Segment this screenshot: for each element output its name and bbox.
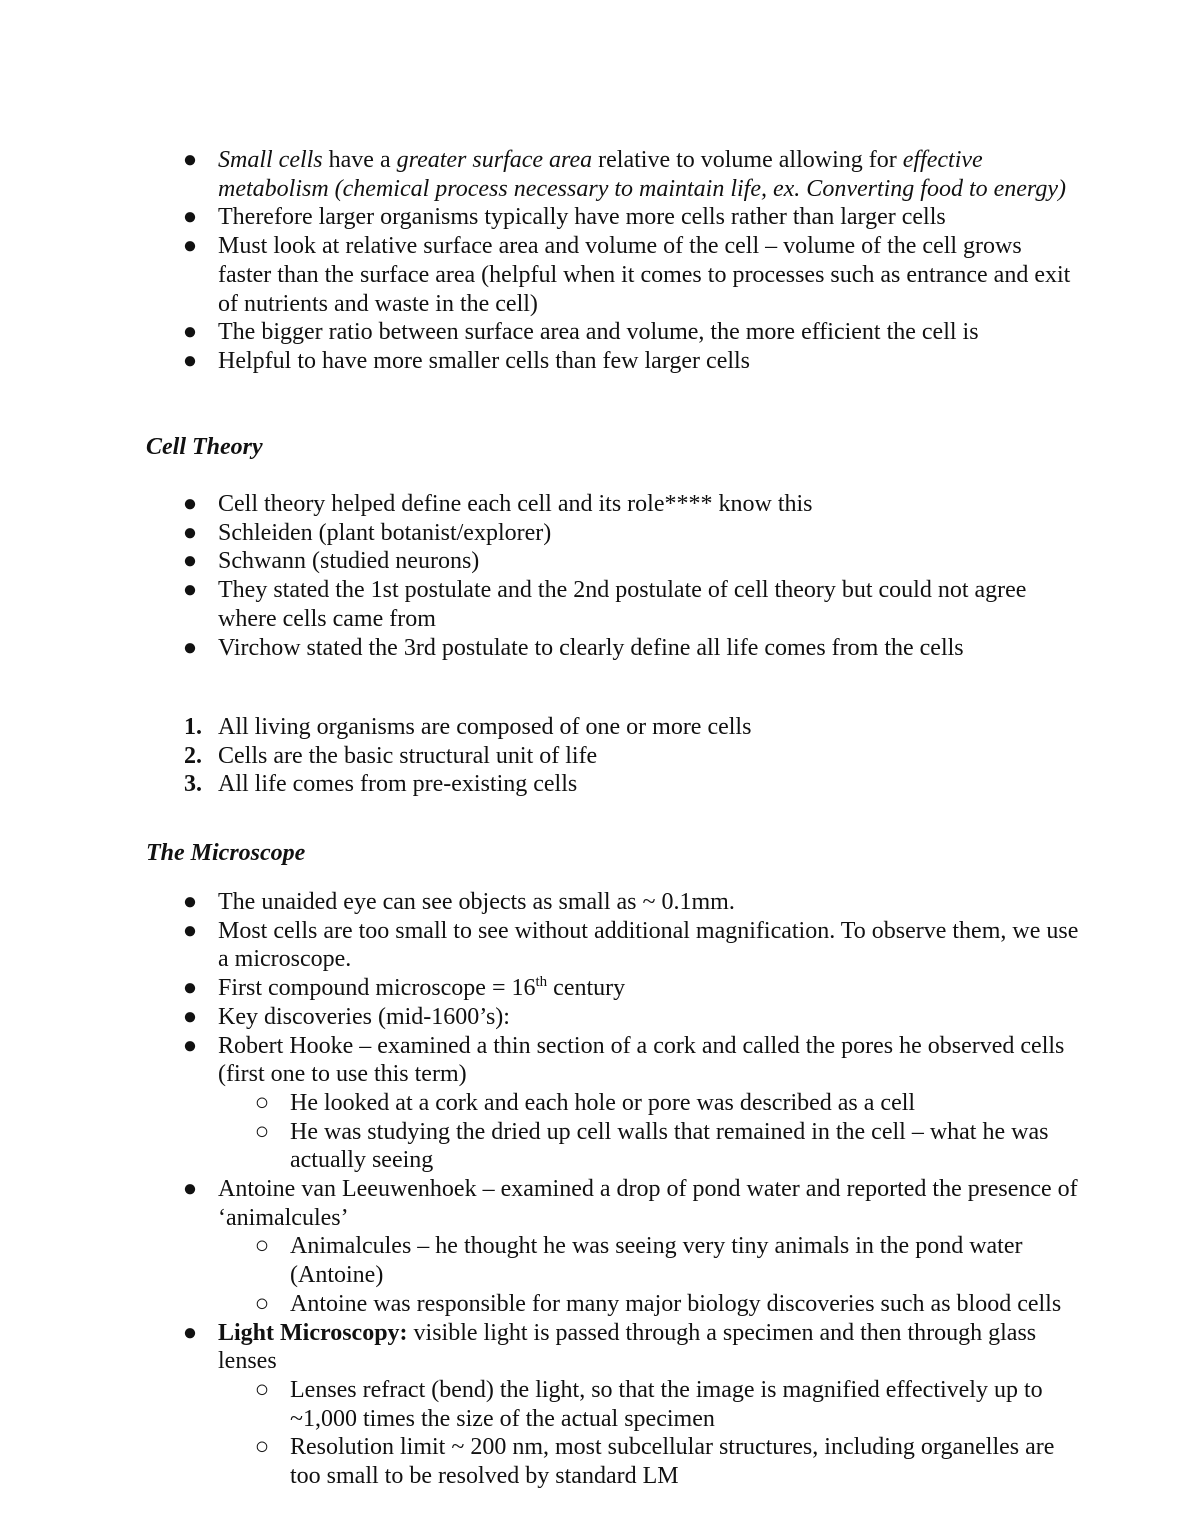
sub-list-item: ○ Lenses refract (bend) the light, so that the image is magnified effectively up to ~1,000 times the size of the actual specimen [0, 1376, 1200, 1433]
sub-list-item: ○ He was studying the dried up cell walls that remained in the cell – what he was actually seeing [0, 1118, 1200, 1175]
sub-bullet-icon: ○ [254, 1434, 270, 1461]
list-item: ● Robert Hooke – examined a thin section of a cork and called the pores he observed cells (first one to use this term) [0, 1032, 1200, 1089]
bullet-icon: ● [182, 204, 198, 231]
bullet-icon: ● [182, 147, 198, 173]
list-item: ● Light Microscopy: visible light is passed through a specimen and then through glass lenses [0, 1319, 1200, 1376]
sub-list-item: ○ Resolution limit ~ 200 nm, most subcellular structures, including organelles are too small to be resolved by standard LM [0, 1433, 1200, 1490]
list-item: ● The bigger ratio between surface area and volume, the more efficient the cell is [0, 318, 1200, 347]
sub-list-item: ○ Antoine was responsible for many major biology discoveries such as blood cells [0, 1290, 1200, 1319]
sub-bullet-icon: ○ [254, 1118, 270, 1145]
sub-bullet-icon: ○ [254, 1233, 270, 1260]
list-item: ● Most cells are too small to see without additional magnification. To observe them, we use a microscope. [0, 917, 1200, 974]
list-item: ● The unaided eye can see objects as small as ~ 0.1mm. [0, 888, 1200, 917]
list-item: ● Key discoveries (mid-1600’s): [0, 1003, 1200, 1032]
list-item: ● Helpful to have more smaller cells than few larger cells [0, 347, 1200, 376]
cell-theory-postulates [0, 713, 1200, 799]
bullet-icon: ● [182, 519, 198, 546]
bullet-icon: ● [182, 233, 198, 260]
bullet-icon: ● [182, 1319, 198, 1346]
sub-bullet-icon: ○ [254, 1290, 270, 1317]
list-item: ● Small cells have a greater surface area relative to volume allowing for effective metabolism (chemical process necessary to maintain life, ex. Converting food to energy) [0, 146, 1200, 203]
list-item: ● Antoine van Leeuwenhoek – examined a drop of pond water and reported the presence of ‘animalcules’ [0, 1175, 1200, 1232]
list-item: ● Cell theory helped define each cell and its role**** know this [0, 490, 1200, 519]
bullet-icon: ● [182, 975, 198, 1002]
bullet-icon: ● [182, 548, 198, 575]
bullet-icon: ● [182, 1003, 198, 1030]
list-item: ● They stated the 1st postulate and the 2nd postulate of cell theory but could not agree where cells came from [0, 576, 1200, 633]
list-item: 1. All living organisms are composed of one or more cells [184, 714, 752, 740]
sub-list-item: ○ Animalcules – he thought he was seeing very tiny animals in the pond water (Antoine) [0, 1232, 1200, 1289]
bullet-icon: ● [182, 491, 198, 517]
list-item: 2. Cells are the basic structural unit of life [184, 742, 598, 769]
cell-theory-heading: Cell Theory [146, 434, 263, 460]
intro-bullet-list [0, 146, 1200, 376]
list-item: ● Therefore larger organisms typically have more cells rather than larger cells [0, 203, 1200, 232]
bullet-icon: ● [182, 889, 198, 915]
list-item: ● First compound microscope = 16th century [0, 974, 1200, 1003]
list-item: ● Must look at relative surface area and volume of the cell – volume of the cell grows faster than the surface area (helpful when it comes to processes such as entrance and exit of nutrients and waste in the cell) [0, 232, 1200, 318]
bullet-icon: ● [182, 634, 198, 661]
bullet-icon: ● [182, 1176, 198, 1203]
list-item: ● Virchow stated the 3rd postulate to clearly define all life comes from the cells [0, 634, 1200, 663]
bullet-icon: ● [182, 347, 198, 374]
list-item: 3. All life comes from pre-existing cells [184, 771, 578, 798]
sub-list-item: ○ He looked at a cork and each hole or pore was described as a cell [0, 1089, 1200, 1118]
sub-bullet-icon: ○ [254, 1089, 270, 1116]
microscope-heading: The Microscope [146, 840, 306, 866]
bullet-icon: ● [182, 577, 198, 604]
list-item: ● Schwann (studied neurons) [0, 547, 1200, 576]
sub-bullet-icon: ○ [254, 1376, 270, 1403]
bullet-icon: ● [182, 917, 198, 944]
cell-theory-bullet-list [0, 490, 1200, 662]
bullet-icon: ● [182, 1032, 198, 1059]
microscope-bullet-list [0, 888, 1200, 1491]
list-item: ● Schleiden (plant botanist/explorer) [0, 519, 1200, 548]
bullet-icon: ● [182, 319, 198, 346]
